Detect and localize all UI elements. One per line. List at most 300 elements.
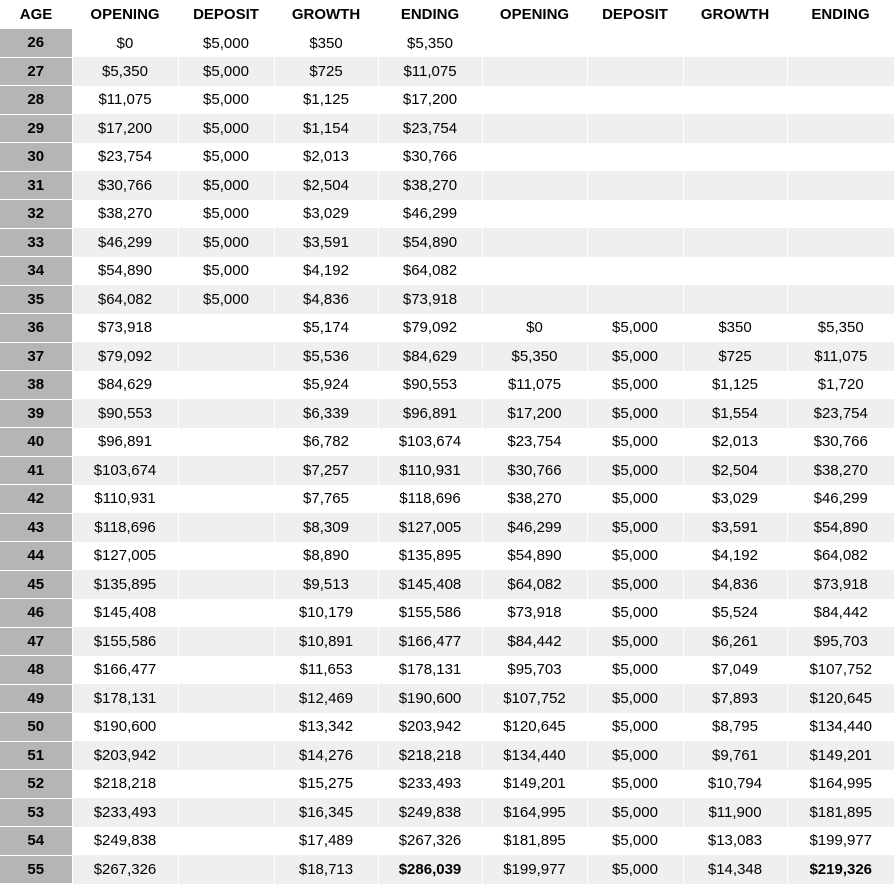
cell-ending-2: $64,082 (787, 542, 894, 571)
cell-opening-1: $11,075 (72, 86, 178, 115)
cell-growth-2: $9,761 (683, 741, 787, 770)
cell-age: 50 (0, 713, 72, 742)
header-opening-2: OPENING (482, 0, 587, 29)
cell-deposit-2: $5,000 (587, 371, 683, 400)
cell-growth-1: $12,469 (274, 684, 378, 713)
header-deposit-1: DEPOSIT (178, 0, 274, 29)
table-row (0, 684, 894, 713)
cell-opening-1: $166,477 (72, 656, 178, 685)
cell-growth-2: $2,013 (683, 428, 787, 457)
table-row (0, 713, 894, 742)
cell-growth-2 (683, 29, 787, 57)
header-growth-2: GROWTH (683, 0, 787, 29)
cell-age: 40 (0, 428, 72, 457)
cell-ending-1: $127,005 (378, 513, 482, 542)
cell-opening-1: $103,674 (72, 456, 178, 485)
cell-opening-2 (482, 29, 587, 57)
cell-deposit-2 (587, 57, 683, 86)
table-row (0, 798, 894, 827)
table-row (0, 257, 894, 286)
cell-ending-2: $107,752 (787, 656, 894, 685)
cell-opening-1: $96,891 (72, 428, 178, 457)
cell-opening-1: $190,600 (72, 713, 178, 742)
cell-opening-1: $267,326 (72, 855, 178, 884)
cell-ending-2 (787, 228, 894, 257)
table-row (0, 656, 894, 685)
table-row (0, 456, 894, 485)
cell-growth-2: $3,591 (683, 513, 787, 542)
cell-ending-1: $30,766 (378, 143, 482, 172)
cell-deposit-2: $5,000 (587, 314, 683, 343)
cell-opening-2: $84,442 (482, 627, 587, 656)
cell-opening-2: $107,752 (482, 684, 587, 713)
cell-deposit-2: $5,000 (587, 399, 683, 428)
cell-growth-1: $8,890 (274, 542, 378, 571)
cell-opening-2 (482, 143, 587, 172)
cell-growth-1: $10,179 (274, 599, 378, 628)
table-row (0, 428, 894, 457)
cell-opening-2: $23,754 (482, 428, 587, 457)
cell-opening-1: $110,931 (72, 485, 178, 514)
cell-opening-2 (482, 257, 587, 286)
cell-opening-1: $0 (72, 29, 178, 57)
cell-growth-2: $14,348 (683, 855, 787, 884)
cell-ending-1: $17,200 (378, 86, 482, 115)
cell-deposit-1 (178, 684, 274, 713)
cell-growth-2: $1,125 (683, 371, 787, 400)
cell-growth-2 (683, 86, 787, 115)
table-row (0, 29, 894, 57)
cell-age: 44 (0, 542, 72, 571)
cell-growth-1: $5,924 (274, 371, 378, 400)
cell-deposit-1: $5,000 (178, 171, 274, 200)
cell-deposit-1 (178, 513, 274, 542)
cell-age: 51 (0, 741, 72, 770)
cell-deposit-1 (178, 770, 274, 799)
cell-growth-1: $16,345 (274, 798, 378, 827)
cell-deposit-1 (178, 656, 274, 685)
cell-deposit-2: $5,000 (587, 456, 683, 485)
cell-growth-1: $5,174 (274, 314, 378, 343)
cell-deposit-1 (178, 627, 274, 656)
table-row (0, 513, 894, 542)
cell-growth-2: $7,049 (683, 656, 787, 685)
cell-deposit-2: $5,000 (587, 798, 683, 827)
cell-opening-2: $73,918 (482, 599, 587, 628)
cell-growth-1: $18,713 (274, 855, 378, 884)
cell-ending-2 (787, 57, 894, 86)
cell-opening-1: $84,629 (72, 371, 178, 400)
cell-opening-1: $155,586 (72, 627, 178, 656)
cell-ending-2: $95,703 (787, 627, 894, 656)
cell-ending-2: $134,440 (787, 713, 894, 742)
table-row (0, 570, 894, 599)
cell-growth-2 (683, 228, 787, 257)
cell-deposit-1 (178, 713, 274, 742)
cell-growth-2: $13,083 (683, 827, 787, 856)
cell-opening-2: $134,440 (482, 741, 587, 770)
cell-age: 26 (0, 29, 72, 57)
cell-deposit-1 (178, 827, 274, 856)
cell-deposit-1 (178, 798, 274, 827)
cell-growth-2: $4,836 (683, 570, 787, 599)
cell-growth-1: $5,536 (274, 342, 378, 371)
cell-ending-2 (787, 114, 894, 143)
cell-opening-2: $54,890 (482, 542, 587, 571)
cell-deposit-1: $5,000 (178, 57, 274, 86)
cell-age: 36 (0, 314, 72, 343)
cell-deposit-1 (178, 599, 274, 628)
cell-growth-1: $4,192 (274, 257, 378, 286)
cell-ending-1: $79,092 (378, 314, 482, 343)
header-growth-1: GROWTH (274, 0, 378, 29)
cell-ending-2: $5,350 (787, 314, 894, 343)
cell-opening-2 (482, 228, 587, 257)
table-row (0, 57, 894, 86)
table-row (0, 171, 894, 200)
table-row (0, 143, 894, 172)
cell-growth-1: $1,154 (274, 114, 378, 143)
cell-ending-1: $155,586 (378, 599, 482, 628)
cell-age: 34 (0, 257, 72, 286)
cell-growth-2 (683, 171, 787, 200)
cell-growth-1: $3,029 (274, 200, 378, 229)
header-age: AGE (0, 0, 72, 29)
cell-deposit-2 (587, 114, 683, 143)
cell-deposit-1 (178, 456, 274, 485)
cell-opening-2 (482, 285, 587, 314)
cell-age: 27 (0, 57, 72, 86)
cell-ending-1: $110,931 (378, 456, 482, 485)
cell-deposit-1 (178, 399, 274, 428)
cell-ending-2 (787, 257, 894, 286)
cell-opening-1: $17,200 (72, 114, 178, 143)
cell-deposit-2 (587, 29, 683, 57)
table-row (0, 827, 894, 856)
cell-ending-2 (787, 171, 894, 200)
table-row (0, 228, 894, 257)
cell-growth-2: $725 (683, 342, 787, 371)
cell-growth-2 (683, 114, 787, 143)
cell-ending-2: $1,720 (787, 371, 894, 400)
cell-growth-2 (683, 200, 787, 229)
table-row (0, 114, 894, 143)
cell-growth-1: $350 (274, 29, 378, 57)
cell-age: 43 (0, 513, 72, 542)
cell-growth-1: $8,309 (274, 513, 378, 542)
cell-opening-1: $145,408 (72, 599, 178, 628)
cell-ending-2: $120,645 (787, 684, 894, 713)
cell-ending-2: $54,890 (787, 513, 894, 542)
cell-opening-2: $46,299 (482, 513, 587, 542)
cell-growth-2: $8,795 (683, 713, 787, 742)
cell-ending-1: $103,674 (378, 428, 482, 457)
cell-opening-2 (482, 86, 587, 115)
header-row (0, 0, 894, 29)
cell-deposit-1: $5,000 (178, 29, 274, 57)
cell-deposit-2 (587, 86, 683, 115)
cell-deposit-1: $5,000 (178, 200, 274, 229)
table-row (0, 855, 894, 884)
cell-deposit-1: $5,000 (178, 86, 274, 115)
header-deposit-2: DEPOSIT (587, 0, 683, 29)
cell-growth-1: $11,653 (274, 656, 378, 685)
cell-opening-2: $38,270 (482, 485, 587, 514)
cell-ending-2: $73,918 (787, 570, 894, 599)
cell-age: 47 (0, 627, 72, 656)
cell-growth-2: $350 (683, 314, 787, 343)
cell-ending-2 (787, 29, 894, 57)
cell-age: 33 (0, 228, 72, 257)
cell-age: 37 (0, 342, 72, 371)
cell-ending-1: $135,895 (378, 542, 482, 571)
cell-opening-2: $95,703 (482, 656, 587, 685)
cell-age: 39 (0, 399, 72, 428)
cell-ending-1: $5,350 (378, 29, 482, 57)
cell-opening-2: $181,895 (482, 827, 587, 856)
cell-opening-2: $0 (482, 314, 587, 343)
cell-opening-2: $5,350 (482, 342, 587, 371)
cell-ending-1: $145,408 (378, 570, 482, 599)
cell-deposit-1: $5,000 (178, 143, 274, 172)
cell-age: 54 (0, 827, 72, 856)
cell-growth-1: $4,836 (274, 285, 378, 314)
cell-growth-2: $5,524 (683, 599, 787, 628)
cell-ending-2: $46,299 (787, 485, 894, 514)
cell-deposit-2: $5,000 (587, 855, 683, 884)
cell-deposit-2: $5,000 (587, 513, 683, 542)
cell-growth-1: $14,276 (274, 741, 378, 770)
cell-deposit-2: $5,000 (587, 428, 683, 457)
table-row (0, 770, 894, 799)
cell-growth-1: $3,591 (274, 228, 378, 257)
cell-opening-2 (482, 171, 587, 200)
cell-deposit-2 (587, 200, 683, 229)
cell-ending-1: $38,270 (378, 171, 482, 200)
cell-ending-2 (787, 200, 894, 229)
cell-deposit-2: $5,000 (587, 627, 683, 656)
cell-deposit-2: $5,000 (587, 684, 683, 713)
table-row (0, 485, 894, 514)
cell-opening-1: $135,895 (72, 570, 178, 599)
cell-age: 52 (0, 770, 72, 799)
cell-growth-1: $17,489 (274, 827, 378, 856)
cell-opening-1: $218,218 (72, 770, 178, 799)
cell-age: 32 (0, 200, 72, 229)
cell-ending-2: $149,201 (787, 741, 894, 770)
cell-deposit-2 (587, 285, 683, 314)
table-row (0, 86, 894, 115)
cell-ending-2 (787, 285, 894, 314)
cell-opening-2: $11,075 (482, 371, 587, 400)
table-row (0, 599, 894, 628)
cell-opening-1: $23,754 (72, 143, 178, 172)
cell-age: 48 (0, 656, 72, 685)
cell-growth-2 (683, 285, 787, 314)
cell-deposit-1 (178, 542, 274, 571)
cell-growth-1: $7,765 (274, 485, 378, 514)
cell-ending-2 (787, 143, 894, 172)
cell-deposit-2: $5,000 (587, 599, 683, 628)
cell-opening-1: $5,350 (72, 57, 178, 86)
cell-age: 53 (0, 798, 72, 827)
cell-opening-1: $203,942 (72, 741, 178, 770)
cell-growth-1: $9,513 (274, 570, 378, 599)
cell-growth-1: $15,275 (274, 770, 378, 799)
cell-deposit-2 (587, 257, 683, 286)
cell-age: 55 (0, 855, 72, 884)
cell-age: 49 (0, 684, 72, 713)
cell-opening-2 (482, 114, 587, 143)
cell-opening-1: $54,890 (72, 257, 178, 286)
cell-opening-1: $64,082 (72, 285, 178, 314)
table-row (0, 399, 894, 428)
cell-growth-2: $2,504 (683, 456, 787, 485)
cell-ending-1: $64,082 (378, 257, 482, 286)
cell-deposit-1 (178, 485, 274, 514)
cell-opening-2 (482, 200, 587, 229)
cell-age: 42 (0, 485, 72, 514)
cell-age: 29 (0, 114, 72, 143)
table-row (0, 200, 894, 229)
cell-growth-1: $13,342 (274, 713, 378, 742)
cell-opening-2: $64,082 (482, 570, 587, 599)
cell-opening-1: $46,299 (72, 228, 178, 257)
cell-deposit-2: $5,000 (587, 741, 683, 770)
table-row (0, 371, 894, 400)
cell-ending-1: $96,891 (378, 399, 482, 428)
cell-growth-1: $725 (274, 57, 378, 86)
cell-ending-1: $267,326 (378, 827, 482, 856)
cell-opening-2: $149,201 (482, 770, 587, 799)
cell-ending-1: $23,754 (378, 114, 482, 143)
cell-growth-2: $1,554 (683, 399, 787, 428)
cell-deposit-2: $5,000 (587, 713, 683, 742)
cell-opening-2: $17,200 (482, 399, 587, 428)
cell-ending-2: $181,895 (787, 798, 894, 827)
cell-growth-2: $3,029 (683, 485, 787, 514)
cell-ending-1: $286,039 (378, 855, 482, 884)
cell-opening-1: $38,270 (72, 200, 178, 229)
cell-ending-1: $54,890 (378, 228, 482, 257)
cell-growth-2 (683, 57, 787, 86)
cell-deposit-1 (178, 371, 274, 400)
cell-growth-2: $10,794 (683, 770, 787, 799)
cell-deposit-1 (178, 428, 274, 457)
cell-ending-2: $164,995 (787, 770, 894, 799)
cell-opening-1: $233,493 (72, 798, 178, 827)
cell-deposit-2 (587, 171, 683, 200)
cell-opening-2 (482, 57, 587, 86)
cell-opening-1: $118,696 (72, 513, 178, 542)
cell-age: 38 (0, 371, 72, 400)
cell-deposit-2 (587, 143, 683, 172)
table-row (0, 285, 894, 314)
cell-deposit-2: $5,000 (587, 827, 683, 856)
table-row (0, 542, 894, 571)
cell-opening-2: $164,995 (482, 798, 587, 827)
cell-opening-1: $90,553 (72, 399, 178, 428)
cell-ending-1: $178,131 (378, 656, 482, 685)
cell-deposit-1: $5,000 (178, 285, 274, 314)
cell-growth-2 (683, 257, 787, 286)
cell-ending-2: $11,075 (787, 342, 894, 371)
cell-ending-2: $84,442 (787, 599, 894, 628)
cell-deposit-2: $5,000 (587, 770, 683, 799)
table-row (0, 627, 894, 656)
cell-age: 28 (0, 86, 72, 115)
cell-ending-1: $46,299 (378, 200, 482, 229)
cell-ending-2: $23,754 (787, 399, 894, 428)
cell-deposit-1 (178, 342, 274, 371)
cell-deposit-2: $5,000 (587, 485, 683, 514)
cell-ending-1: $118,696 (378, 485, 482, 514)
header-ending-1: ENDING (378, 0, 482, 29)
cell-ending-1: $11,075 (378, 57, 482, 86)
cell-opening-1: $73,918 (72, 314, 178, 343)
cell-ending-1: $218,218 (378, 741, 482, 770)
cell-age: 41 (0, 456, 72, 485)
cell-deposit-1: $5,000 (178, 114, 274, 143)
cell-ending-1: $90,553 (378, 371, 482, 400)
cell-ending-1: $249,838 (378, 798, 482, 827)
cell-growth-2: $6,261 (683, 627, 787, 656)
cell-opening-1: $79,092 (72, 342, 178, 371)
cell-opening-2: $30,766 (482, 456, 587, 485)
cell-ending-2: $30,766 (787, 428, 894, 457)
cell-deposit-1 (178, 570, 274, 599)
cell-growth-1: $1,125 (274, 86, 378, 115)
cell-growth-1: $6,782 (274, 428, 378, 457)
cell-opening-1: $30,766 (72, 171, 178, 200)
cell-deposit-2: $5,000 (587, 570, 683, 599)
cell-ending-1: $233,493 (378, 770, 482, 799)
cell-opening-2: $120,645 (482, 713, 587, 742)
table-row (0, 314, 894, 343)
cell-ending-1: $84,629 (378, 342, 482, 371)
cell-deposit-1 (178, 855, 274, 884)
cell-ending-2 (787, 86, 894, 115)
cell-age: 31 (0, 171, 72, 200)
cell-ending-2: $199,977 (787, 827, 894, 856)
cell-age: 46 (0, 599, 72, 628)
cell-growth-2 (683, 143, 787, 172)
cell-growth-2: $7,893 (683, 684, 787, 713)
header-opening-1: OPENING (72, 0, 178, 29)
cell-growth-2: $4,192 (683, 542, 787, 571)
cell-growth-2: $11,900 (683, 798, 787, 827)
header-ending-2: ENDING (787, 0, 894, 29)
cell-deposit-2: $5,000 (587, 542, 683, 571)
cell-deposit-2: $5,000 (587, 656, 683, 685)
cell-growth-1: $7,257 (274, 456, 378, 485)
cell-growth-1: $10,891 (274, 627, 378, 656)
cell-opening-1: $127,005 (72, 542, 178, 571)
table-row (0, 342, 894, 371)
cell-deposit-1: $5,000 (178, 257, 274, 286)
cell-ending-2: $38,270 (787, 456, 894, 485)
cell-deposit-1 (178, 741, 274, 770)
cell-age: 45 (0, 570, 72, 599)
cell-deposit-1 (178, 314, 274, 343)
cell-opening-2: $199,977 (482, 855, 587, 884)
cell-deposit-1: $5,000 (178, 228, 274, 257)
cell-ending-1: $190,600 (378, 684, 482, 713)
cell-growth-1: $2,013 (274, 143, 378, 172)
cell-ending-1: $166,477 (378, 627, 482, 656)
cell-growth-1: $2,504 (274, 171, 378, 200)
cell-growth-1: $6,339 (274, 399, 378, 428)
